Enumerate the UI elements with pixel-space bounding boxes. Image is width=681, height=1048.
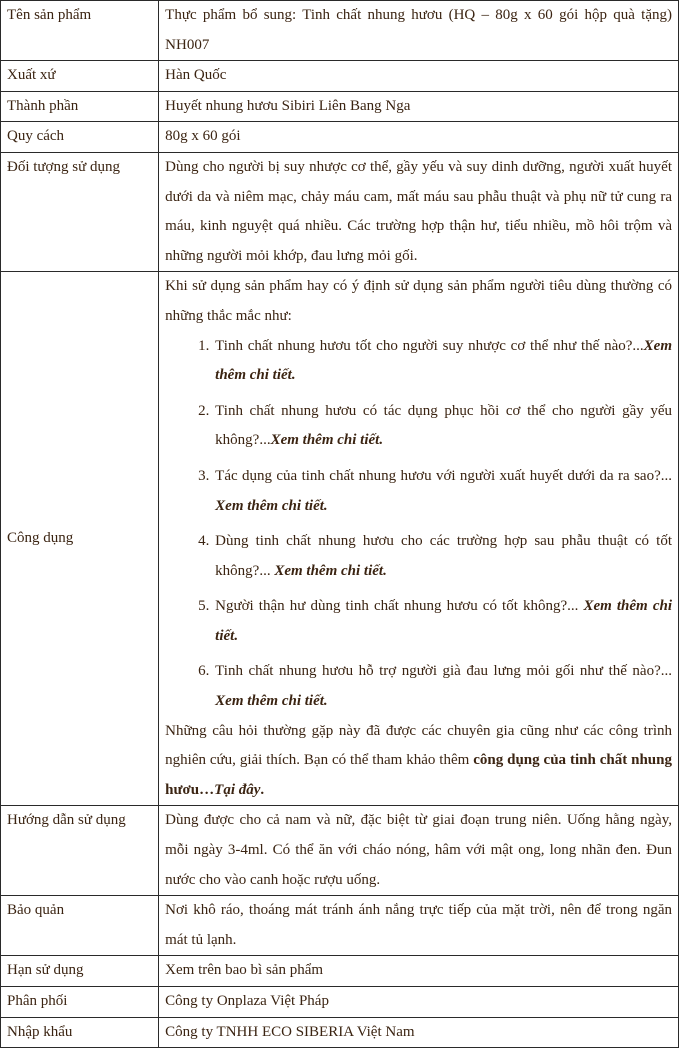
question-text: Dùng tinh chất nhung hươu cho các trường hợp sau phẫu thuật có tốt không?... <box>215 533 672 579</box>
outro-text: Những câu hỏi thường gặp này đã được các chuyên gia cũng như các công trình nghiên cứu, giải thích. Bạn có thể tham khảo thêm <box>165 722 672 769</box>
value-target-users: Dùng cho người bị suy nhược cơ thể, gầy yếu và suy dinh dưỡng, người xuất huyết dưới da và niêm mạc, chảy máu cam, mất máu sau phẫu thuật và phụ nữ tử cung ra máu, kinh nguyệt quá nhiều. Các trường hợp thận hư, tiểu nhiều, mồ hôi trộm và những người mỏi khớp, đau lưng mỏi gối. <box>159 152 679 271</box>
value-uses <box>159 272 679 806</box>
label-directions: Hướng dẫn sử dụng <box>1 806 159 896</box>
list-item <box>213 332 672 391</box>
see-more-link[interactable]: Xem thêm chi tiết. <box>215 598 672 644</box>
label-product-name: Tên sản phẩm <box>1 1 159 61</box>
label-expiry: Hạn sử dụng <box>1 956 159 987</box>
row-target-users <box>1 152 679 271</box>
question-text: Người thận hư dùng tinh chất nhung hươu có tốt không?... <box>215 598 584 615</box>
label-packaging: Quy cách <box>1 122 159 153</box>
value-ingredients: Huyết nhung hươu Sibiri Liên Bang Nga <box>159 91 679 122</box>
uses-question-list <box>165 332 672 717</box>
list-item <box>213 462 672 521</box>
label-storage: Bảo quản <box>1 896 159 956</box>
label-target-users: Đối tượng sử dụng <box>1 152 159 271</box>
value-expiry: Xem trên bao bì sản phẩm <box>159 956 679 987</box>
list-item <box>213 527 672 586</box>
row-importer <box>1 1017 679 1048</box>
value-importer: Công ty TNHH ECO SIBERIA Việt Nam <box>159 1017 679 1048</box>
list-item <box>213 592 672 651</box>
row-distributor <box>1 987 679 1018</box>
question-text: Tinh chất nhung hươu có tác dụng phục hồi cơ thể cho người gầy yếu không?... <box>215 402 672 449</box>
value-storage: Nơi khô ráo, thoáng mát tránh ánh nắng trực tiếp của mặt trời, nên để trong ngăn mát tủ lạnh. <box>159 896 679 956</box>
label-importer: Nhập khẩu <box>1 1017 159 1048</box>
row-uses <box>1 272 679 806</box>
row-directions <box>1 806 679 896</box>
list-item <box>213 397 672 456</box>
outro-end: . <box>260 781 265 798</box>
value-directions: Dùng được cho cả nam và nữ, đặc biệt từ giai đoạn trung niên. Uống hằng ngày, mỗi ngày 3-4ml. Có thể ăn với cháo nóng, hâm với mật ong, long nhãn đen. Đun nước cho vào canh hoặc rượu uống. <box>159 806 679 896</box>
value-product-name: Thực phẩm bổ sung: Tinh chất nhung hươu (HQ – 80g x 60 gói hộp quà tặng) NH007 <box>159 1 679 61</box>
value-packaging: 80g x 60 gói <box>159 122 679 153</box>
label-origin: Xuất xứ <box>1 61 159 92</box>
see-more-link[interactable]: Xem thêm chi tiết. <box>274 562 387 579</box>
row-origin <box>1 61 679 92</box>
here-link[interactable]: Tại đây <box>214 781 261 798</box>
question-text: Tác dụng của tinh chất nhung hươu với người xuất huyết dưới da ra sao?... <box>215 467 672 484</box>
uses-intro: Khi sử dụng sản phẩm hay có ý định sử dụng sản phẩm người tiêu dùng thường có những thắc mắc như: <box>165 278 672 324</box>
value-origin: Hàn Quốc <box>159 61 679 92</box>
value-distributor: Công ty Onplaza Việt Pháp <box>159 987 679 1018</box>
question-text: Tinh chất nhung hươu tốt cho người suy nhược cơ thể như thế nào?... <box>215 337 644 354</box>
uses-outro <box>165 717 672 806</box>
see-more-link[interactable]: Xem thêm chi tiết. <box>215 497 328 514</box>
question-text: Tinh chất nhung hươu hỗ trợ người già đau lưng mỏi gối như thế nào?... <box>215 663 672 680</box>
row-product-name <box>1 1 679 61</box>
row-expiry <box>1 956 679 987</box>
row-storage <box>1 896 679 956</box>
label-ingredients: Thành phần <box>1 91 159 122</box>
row-ingredients <box>1 91 679 122</box>
row-packaging <box>1 122 679 153</box>
list-item <box>213 657 672 716</box>
label-distributor: Phân phối <box>1 987 159 1018</box>
outro-bold-text: công dụng của tinh chất nhung hươu… <box>165 752 672 798</box>
see-more-link[interactable]: Xem thêm chi tiết. <box>270 432 384 449</box>
see-more-link[interactable]: Xem thêm chi tiết. <box>215 693 328 710</box>
label-uses: Công dụng <box>1 272 159 806</box>
see-more-link[interactable]: Xem thêm chi tiết. <box>215 337 672 384</box>
